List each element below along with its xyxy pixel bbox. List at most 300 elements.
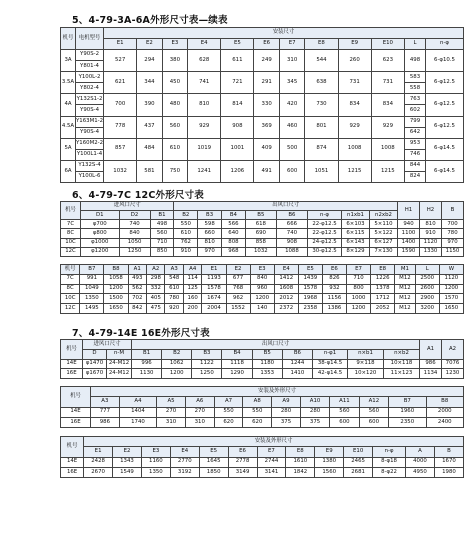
table-cell: 731 (371, 72, 404, 94)
header-cell: E3 (141, 447, 170, 457)
header-cell: 机号 (61, 437, 84, 458)
table-row (61, 50, 464, 61)
header-cell: E8 (286, 447, 315, 457)
table-cell: 2004 (202, 304, 226, 314)
table-cell: 623 (371, 50, 404, 72)
header-cell: B5 (252, 349, 282, 359)
table-cell: 3141 (257, 467, 286, 477)
table-cell: 611 (221, 50, 254, 72)
model-cell: Y90S-4 (76, 105, 104, 116)
table-cell: 5×122 (370, 229, 398, 238)
table-cell: 970 (442, 238, 464, 247)
table-cell: 721 (221, 72, 254, 94)
table-cell: 1404 (119, 407, 156, 417)
table-cell: 3200 (415, 304, 439, 314)
table-cell: 814 (221, 94, 254, 116)
table-cell: 2465 (344, 457, 373, 467)
table-cell: 1645 (199, 457, 228, 467)
table-cell: 1570 (439, 294, 463, 304)
table-cell: 330 (254, 94, 279, 116)
table-cell: 480 (162, 94, 187, 116)
table-cell: 1250 (119, 247, 150, 256)
header-cell: B7 (80, 265, 104, 275)
header-cell: A3 (91, 397, 120, 407)
table-cell: 1380 (315, 457, 344, 467)
row-label-cell: 6A (61, 160, 76, 182)
table-cell: 270 (185, 407, 214, 417)
table-cell: φ1200 (81, 247, 120, 256)
table-cell: φ1470 (83, 359, 107, 369)
table-cell: 493 (128, 274, 146, 284)
row-label-cell: 10C (61, 238, 81, 247)
header-cell: H1 (398, 202, 420, 220)
header-cell: A (406, 447, 435, 457)
table-cell: 6-φ12.5 (426, 94, 464, 116)
table-cell: 260 (338, 50, 371, 72)
row-label-cell: 3A (61, 50, 76, 72)
header-cell: n-φ (308, 211, 342, 220)
table-row (61, 294, 464, 304)
header-cell: A11 (330, 397, 359, 407)
table-row (61, 220, 464, 229)
table-cell: 777 (91, 407, 120, 417)
table-cell: 30-φ12.5 (308, 247, 342, 256)
model-cell: Y163M1-2 (76, 116, 104, 127)
table-cell: 1290 (222, 369, 252, 379)
row-label-cell: 7C (61, 274, 80, 284)
table-cell: 5×110 (370, 220, 398, 229)
table-cell: 910 (420, 229, 442, 238)
table-row (61, 138, 464, 149)
header-cell: n-φ1 (313, 349, 348, 359)
table-row (61, 72, 464, 83)
table-cell: 666 (276, 220, 307, 229)
table-cell: M12 (395, 304, 415, 314)
table-cell: 1412 (274, 274, 298, 284)
table-cell: 660 (198, 229, 222, 238)
table-cell: 1200 (162, 369, 192, 379)
table-cell: 550 (214, 407, 243, 417)
table-cell: 1019 (188, 138, 221, 160)
table-cell: 1008 (371, 138, 404, 160)
table-cell: 437 (137, 116, 162, 138)
header-cell: A6 (185, 397, 214, 407)
table-cell: 1200 (250, 294, 274, 304)
table-cell: 8-φ22 (373, 467, 406, 477)
header-cell: A3 (165, 265, 183, 275)
table-cell: 780 (442, 229, 464, 238)
table-cell: 344 (137, 72, 162, 94)
table-cell: 1410 (282, 369, 312, 379)
table-cell: 600 (359, 417, 388, 427)
table-cell: 4000 (406, 457, 435, 467)
table-cell: 929 (338, 116, 371, 138)
header-cell: 机号 (61, 340, 83, 360)
table-cell: 1400 (398, 238, 420, 247)
table-cell: 600 (279, 160, 304, 182)
table-cell: 310 (185, 417, 214, 427)
table-cell: 702 (128, 294, 146, 304)
table-cell: 932 (322, 284, 346, 294)
table-row (61, 467, 464, 477)
table-cell: 560 (150, 229, 174, 238)
header-cell: B6 (276, 211, 307, 220)
table-cell: 834 (338, 94, 371, 116)
header-group-cell: 安装及外形尺寸 (91, 387, 464, 397)
table-cell: 1980 (434, 467, 463, 477)
table-s7-c (60, 436, 464, 478)
table-cell: 750 (162, 160, 187, 182)
table-cell: 2681 (344, 467, 373, 477)
header-cell: E3 (162, 39, 187, 50)
header-cell: B2 (162, 349, 192, 359)
header-cell: E7 (257, 447, 286, 457)
table-cell: 1193 (202, 274, 226, 284)
table-s7-b (60, 386, 464, 428)
table-cell: 1058 (104, 274, 128, 284)
table-cell: 2012 (274, 294, 298, 304)
table-cell: 810 (198, 238, 222, 247)
header-cell: E1 (202, 265, 226, 275)
header-group-cell: 安装及外形尺寸 (84, 437, 464, 447)
header-cell: A2 (442, 340, 464, 360)
header-cell: B6 (282, 349, 312, 359)
table-cell: 1740 (119, 417, 156, 427)
table-cell: 22-φ12.5 (308, 229, 342, 238)
table-row (61, 369, 464, 379)
row-label-cell: 8C (61, 229, 81, 238)
table-cell: 7×130 (370, 247, 398, 256)
table-row (61, 160, 464, 171)
table-cell: 1215 (371, 160, 404, 182)
table-cell: 874 (305, 138, 338, 160)
table-cell: 420 (279, 94, 304, 116)
table-cell: 600 (330, 417, 359, 427)
table-cell: 1495 (80, 304, 104, 314)
table-cell: 968 (222, 247, 246, 256)
table-cell: 1674 (202, 294, 226, 304)
header-cell: B1 (132, 349, 162, 359)
table-cell: 291 (254, 72, 279, 94)
header-group-cell: 进风口尺寸 (81, 202, 174, 211)
table-cell: 2500 (415, 274, 439, 284)
header-cell: E10 (344, 447, 373, 457)
table-cell: 908 (221, 116, 254, 138)
header-group-cell: 出风口尺寸 (174, 202, 398, 211)
table-cell: 1578 (202, 284, 226, 294)
table-cell: 38-φ14.5 (313, 359, 348, 369)
table-cell: 1200 (439, 284, 463, 294)
table-cell: 1842 (286, 467, 315, 477)
table-cell: 4950 (406, 467, 435, 477)
table-cell: 1330 (420, 247, 442, 256)
header-cell: n×b2 (384, 349, 420, 359)
header-row (61, 397, 464, 407)
table-cell: 638 (305, 72, 338, 94)
row-label-cell: 14E (61, 359, 83, 369)
table-cell: 550 (174, 220, 198, 229)
table-cell: 562 (128, 284, 146, 294)
header-cell: E6 (322, 265, 346, 275)
row-label-cell: 4A (61, 94, 76, 116)
table-cell: 405 (146, 294, 164, 304)
table-cell: 929 (188, 116, 221, 138)
table-cell: 369 (254, 116, 279, 138)
header-cell: E10 (371, 39, 404, 50)
table-cell: 6-φ10.5 (426, 50, 464, 72)
header-group-cell: 安装尺寸 (104, 28, 464, 39)
model-cell: Y801-4 (76, 61, 104, 72)
table-cell: 527 (104, 50, 137, 72)
table-cell: 996 (132, 359, 162, 369)
table-cell: 1350 (141, 467, 170, 477)
header-cell: E2 (226, 265, 250, 275)
table-cell: 778 (104, 116, 137, 138)
table-cell: 801 (305, 116, 338, 138)
table-cell: 140 (250, 304, 274, 314)
table-cell: 1122 (192, 359, 222, 369)
row-label-cell: 3.5A (61, 72, 76, 94)
table-cell: 850 (150, 247, 174, 256)
table-cell: 24-M12 (107, 359, 132, 369)
table-cell: 450 (162, 72, 187, 94)
table-cell: 544 (305, 50, 338, 72)
header-cell: E6 (254, 39, 279, 50)
table-cell: 834 (371, 94, 404, 116)
table-cell: 940 (398, 220, 420, 229)
header-row (61, 447, 464, 457)
header-cell: B7 (389, 397, 426, 407)
header-cell: A4 (119, 397, 156, 407)
header-cell: B3 (192, 349, 222, 359)
table-cell: 810 (420, 220, 442, 229)
table-cell: 840 (119, 229, 150, 238)
table-cell: 1560 (315, 467, 344, 477)
table-cell: 249 (254, 50, 279, 72)
table-cell: 1032 (104, 160, 137, 182)
table-row (61, 304, 464, 314)
table-cell: 1100 (398, 229, 420, 238)
table-cell: 1241 (188, 160, 221, 182)
row-label-cell: 16E (61, 417, 91, 427)
model-cell: Y90S-2 (76, 50, 104, 61)
table-cell: 618 (245, 220, 276, 229)
header-cell: E7 (279, 39, 304, 50)
table-cell: 929 (371, 116, 404, 138)
table-cell: 460 (279, 116, 304, 138)
table-cell: 1226 (371, 274, 395, 284)
table-cell: 3192 (170, 467, 199, 477)
table-cell: 1062 (162, 359, 192, 369)
table-row (61, 407, 464, 417)
table-cell: 800 (347, 284, 371, 294)
header-row (61, 349, 464, 359)
table-cell: 345 (279, 72, 304, 94)
table-cell: 1050 (119, 238, 150, 247)
table-cell: 294 (137, 50, 162, 72)
header-row (61, 265, 464, 275)
table-cell: 560 (162, 116, 187, 138)
table-cell: 280 (272, 407, 301, 417)
table-cell: 24-M12 (107, 369, 132, 379)
table-cell: 1378 (371, 284, 395, 294)
table-cell: 566 (222, 220, 246, 229)
table-cell: 8×129 (342, 247, 370, 256)
table-cell: M12 (395, 284, 415, 294)
header-cell: n-φ (426, 39, 464, 50)
table-cell: 10×118 (384, 359, 420, 369)
header-cell: E7 (347, 265, 371, 275)
table-cell: 1712 (371, 294, 395, 304)
table-cell: 920 (165, 304, 183, 314)
model-cell: Y160M2-2 (76, 138, 104, 149)
header-cell: E2 (113, 447, 142, 457)
table-cell: 6-φ12.5 (426, 116, 464, 138)
table-cell: 842 (128, 304, 146, 314)
table-cell: 498 (405, 50, 426, 72)
table-cell: 986 (91, 417, 120, 427)
header-row (61, 437, 464, 447)
table-cell: 6×143 (342, 238, 370, 247)
header-group-cell: 出风口尺寸 (132, 340, 420, 350)
table-cell: 1008 (338, 138, 371, 160)
header-cell: 机号 (61, 265, 80, 275)
header-row (61, 387, 464, 397)
table-cell: 840 (250, 274, 274, 284)
table-cell: 2350 (389, 417, 426, 427)
table-cell: 1650 (104, 304, 128, 314)
table-cell: 610 (165, 284, 183, 294)
header-group-cell: 进风口尺寸 (83, 340, 132, 350)
table-cell: 1120 (420, 238, 442, 247)
header-cell: 电机型号 (76, 28, 104, 50)
header-cell: B2 (174, 211, 198, 220)
table-cell: 114 (183, 274, 201, 284)
table-cell: 1001 (221, 138, 254, 160)
table-cell: 710 (150, 238, 174, 247)
table-cell: 1118 (222, 359, 252, 369)
header-cell: E8 (305, 39, 338, 50)
table-cell: M12 (395, 294, 415, 304)
table-cell: 390 (137, 94, 162, 116)
table-cell: 1968 (298, 294, 322, 304)
table-cell: 2000 (426, 407, 464, 417)
table-cell: 583 (405, 72, 426, 83)
header-cell: E5 (199, 447, 228, 457)
header-cell: E9 (315, 447, 344, 457)
table-cell: 10×120 (348, 369, 384, 379)
table-cell: φ1000 (81, 238, 120, 247)
table-cell: 690 (245, 229, 276, 238)
table-cell: 1552 (226, 304, 250, 314)
header-cell: E2 (137, 39, 162, 50)
table-s6-b (60, 264, 464, 314)
table-cell: 1088 (276, 247, 307, 256)
table-cell: 1200 (347, 304, 371, 314)
table-cell: 380 (162, 50, 187, 72)
table-cell: 6×103 (342, 220, 370, 229)
table-cell: 6×127 (370, 238, 398, 247)
table-cell: φ700 (81, 220, 120, 229)
table-cell: 768 (226, 284, 250, 294)
table-cell: 6-φ14.5 (426, 138, 464, 160)
table-row (61, 274, 464, 284)
table-row (61, 284, 464, 294)
header-cell: E4 (170, 447, 199, 457)
table-cell: 970 (198, 247, 222, 256)
table-cell: 1180 (252, 359, 282, 369)
header-cell: M1 (395, 265, 415, 275)
table-cell: 9×118 (348, 359, 384, 369)
table-cell: 581 (137, 160, 162, 182)
table-s5 (60, 27, 464, 183)
table-cell: 6-φ14.5 (426, 160, 464, 182)
header-cell: L (405, 39, 426, 50)
header-cell: E4 (274, 265, 298, 275)
table-cell: 2600 (415, 284, 439, 294)
table-cell: 700 (104, 94, 137, 116)
table-cell: 628 (188, 50, 221, 72)
row-label-cell: 14E (61, 407, 91, 417)
table-cell: 6×115 (342, 229, 370, 238)
table-cell: 762 (174, 238, 198, 247)
row-label-cell: 4.5A (61, 116, 76, 138)
header-cell: B1 (150, 211, 174, 220)
table-cell: 799 (405, 116, 426, 127)
table-cell: 810 (188, 94, 221, 116)
header-cell: A8 (243, 397, 272, 407)
table-row (61, 94, 464, 105)
table-cell: 1386 (322, 304, 346, 314)
table-cell: 1244 (282, 359, 312, 369)
table-cell: 2428 (84, 457, 113, 467)
table-cell: 746 (405, 149, 426, 160)
table-cell: φ800 (81, 229, 120, 238)
model-cell: Y132S1-2 (76, 94, 104, 105)
table-cell: 908 (276, 238, 307, 247)
table-cell: 1156 (322, 294, 346, 304)
model-cell: Y90S-4 (76, 127, 104, 138)
header-cell: A1 (420, 340, 442, 360)
table-cell: 2900 (415, 294, 439, 304)
table-cell: 6-φ12.5 (426, 72, 464, 94)
table-cell: 1578 (298, 284, 322, 294)
section7-title: 7、4-79-14E 16E外形尺寸表 (72, 328, 210, 339)
table-row (61, 359, 464, 369)
table-cell: 986 (420, 359, 442, 369)
table-cell: 1032 (245, 247, 276, 256)
table-cell: 484 (137, 138, 162, 160)
table-cell: 560 (359, 407, 388, 417)
row-label-cell: 8C (61, 284, 80, 294)
table-cell: 642 (405, 127, 426, 138)
table-cell: 640 (222, 229, 246, 238)
table-cell: 610 (162, 138, 187, 160)
header-cell: n1xb1 (342, 211, 370, 220)
table-cell: 160 (183, 294, 201, 304)
header-cell: 机号 (61, 387, 91, 408)
header-cell: 机号 (61, 28, 76, 50)
table-cell: 375 (272, 417, 301, 427)
table-cell: 960 (250, 284, 274, 294)
table-row (61, 457, 464, 467)
table-cell: 1150 (442, 247, 464, 256)
header-cell: 机号 (61, 202, 81, 220)
table-cell: 1350 (80, 294, 104, 304)
table-cell: 2052 (371, 304, 395, 314)
table-cell: 2770 (170, 457, 199, 467)
table-cell: 375 (300, 417, 329, 427)
